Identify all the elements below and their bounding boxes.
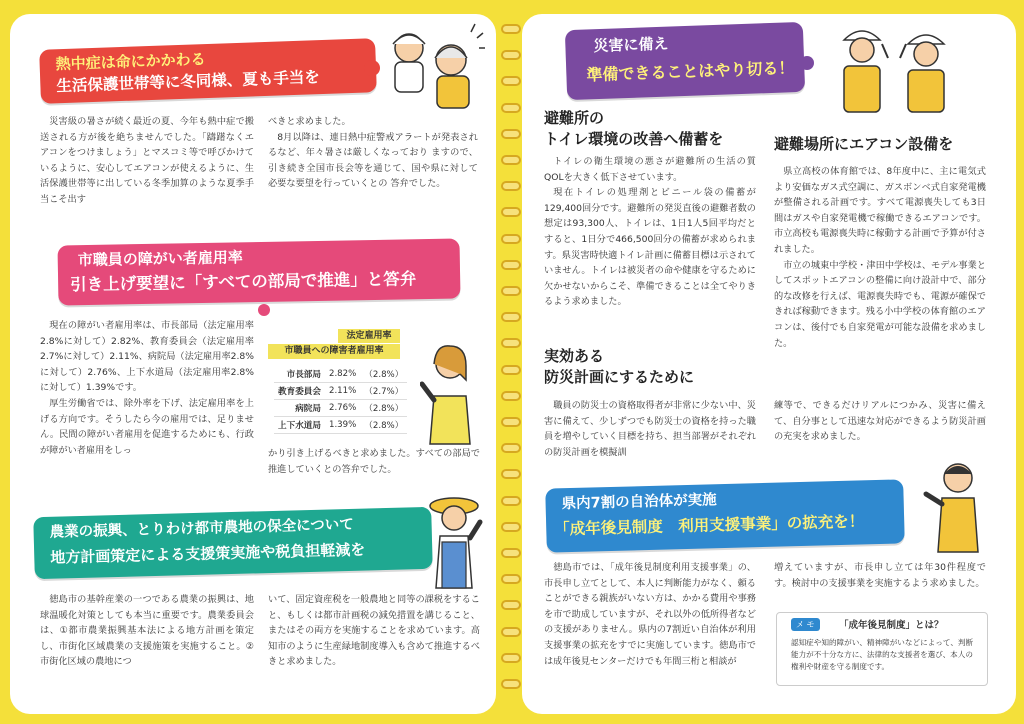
binding-ring xyxy=(501,548,521,558)
toilet-body: トイレの衛生環境の悪さが避難所の生活の質QOLを大きく低下させています。 現在トイレの処理剤とビニール袋の備蓄が129,400回分です。避難所の発災直後の避難者数の想定は93,300人、トイレは、1日1人5回平均だとすると、1日分で466,500回分の備蓄が求められます。県災害時快適トイレ計画に備蓄目標は示されていません。トイレは被災者の命や健康を守るために欠かせないからこそ、準備できることは全てやりきるよう求めました。 xyxy=(544,156,756,308)
table-row xyxy=(274,417,407,434)
employment-table-title: 市職員への障害者雇用率 xyxy=(268,344,400,359)
rate-cell: 2.82% xyxy=(325,366,360,383)
employment-body-col1: 現在の障がい者雇用率は、市長部局（法定雇用率2.8%に対して）2.82%、教育委員会（法定雇用率2.7%に対して）2.11%、病院局（法定雇用率2.8%に対して）2.76%、上下水道局（法定雇用率2.8%に対して）1.39%です。 厚生労働省では、除外率を下げ、法定雇用率を上げる方向です。そうしたら今の雇用では、足りません。民間の障がい者雇用を促進するためにも、行政が障がい者雇用をしっ xyxy=(40,320,254,456)
binding-ring xyxy=(501,103,521,113)
memo-tag: メ モ xyxy=(791,618,820,631)
farmer-illustration xyxy=(424,492,484,592)
legal-rate-cell: （2.8%） xyxy=(360,417,407,434)
binding-ring xyxy=(501,679,521,689)
dept-cell: 病院局 xyxy=(274,400,325,417)
binding-ring xyxy=(501,574,521,584)
decor-dot xyxy=(800,56,814,70)
binding-ring xyxy=(501,286,521,296)
decor-dot xyxy=(258,304,270,316)
binding-ring xyxy=(501,234,521,244)
guardianship-heading: 県内7割の自治体が実施 「成年後見制度 利用支援事業」の拡充を！ xyxy=(545,479,905,552)
dept-cell: 教育委員会 xyxy=(274,383,325,400)
binding-ring xyxy=(501,600,521,610)
table-row xyxy=(274,383,407,400)
heat-body-col2: べきと求めました。 8月以降は、連日熱中症警戒アラートが発表されるなど、年々暑さは厳しくなっており ますので、引き続き全国市長会等を通じて、国や県に対して必要な要望を行っていくとの 答弁でした。 xyxy=(268,116,478,190)
workers-illustration xyxy=(830,18,960,116)
binding-ring xyxy=(501,469,521,479)
staff-woman-illustration xyxy=(420,340,482,452)
rate-cell: 2.76% xyxy=(325,400,360,417)
guardianship-body-col2: 増えていますが、市長申し立ては年30件程度です。検討中の支援事業を実施するよう求めました。 xyxy=(774,562,986,589)
dept-cell: 上下水道局 xyxy=(274,417,325,434)
memo-title: 「成年後見制度」とは？ xyxy=(839,620,944,631)
binding-ring xyxy=(501,443,521,453)
binding-ring xyxy=(501,181,521,191)
employment-heading: 市職員の障がい者雇用率 引き上げ要望に「すべての部局で推進」と答弁 xyxy=(58,238,461,305)
binding-ring xyxy=(501,260,521,270)
binding-ring xyxy=(501,338,521,348)
agriculture-body-col1: 徳島市の基幹産業の一つである農業の振興は、地球温暖化対策としても本当に重要です。農業委員会は、①都市農業振興基本法による地方計画を策定し、市街化区域農業の支援施策を実施すること。②市街化区域の農地につ xyxy=(40,594,254,668)
binding-ring xyxy=(501,50,521,60)
binding-ring xyxy=(501,312,521,322)
aircon-section-title: 避難場所にエアコン設備を xyxy=(774,135,954,153)
binding-ring xyxy=(501,24,521,34)
rate-cell: 2.11% xyxy=(325,383,360,400)
agriculture-body-col2: いて、固定資産税を一般農地と同等の課税をすること、もしくは都市計画税の減免措置を講じること、またはその両方を実施することを求めています。高知市のように生産緑地制度導入も含めて推進するべきと求めました。 xyxy=(268,594,480,668)
plan-body-continued: 練等で、できるだけリアルにつかみ、災害に備えて、自分事として迅速な対応ができるよう防災計画の充実を求めました。 xyxy=(774,400,986,443)
binding-ring xyxy=(501,129,521,139)
heat-body-col1: 災害級の暑さが続く最近の夏、今年も熱中症で搬送される方が後を絶ちませんでした。「躊躇なくエアコンをつけましょう」とマスコミ等で呼びかけているように、安心してエアコンが使えるように、生活保護世帯等に出している冬季加算のような夏季手当こそ出す xyxy=(40,116,254,205)
binding-ring xyxy=(501,207,521,217)
toilet-section-title: 避難所の トイレ環境の改善へ備蓄を xyxy=(544,109,724,148)
dept-cell: 市長部局 xyxy=(274,366,325,383)
rate-cell: 1.39% xyxy=(325,417,360,434)
binding-ring xyxy=(501,417,521,427)
binding-ring xyxy=(501,365,521,375)
table-row xyxy=(274,400,407,417)
heat-illustration xyxy=(385,18,485,114)
binding-ring xyxy=(501,653,521,663)
memo-body: 認知症や知的障がい、精神障がいなどによって、判断能力が不十分な方に、法律的な支援者を選び、本人の権利や財産を守る制度です。 xyxy=(791,638,974,671)
binding-ring xyxy=(501,391,521,401)
table-row xyxy=(274,366,407,383)
staff-man-illustration xyxy=(922,456,988,554)
heat-heading: 熱中症は命にかかわる 生活保護世帯等に冬同様、夏も手当を xyxy=(39,38,377,104)
legal-rate-cell: （2.8%） xyxy=(360,366,407,383)
plan-body: 職員の防災士の資格取得者が非常に少ない中、災害に備えて、少しずつでも防災士の資格を持った職員を増やしていく目標を持ち、担当部署がそれぞれの防災計画を模擬訓 xyxy=(544,400,756,458)
disaster-heading: 災害に備え 準備できることはやり切る！ xyxy=(565,22,805,100)
binding-ring xyxy=(501,496,521,506)
legal-rate-cell: （2.8%） xyxy=(360,400,407,417)
employment-rate-table xyxy=(274,366,407,434)
binding-ring xyxy=(501,522,521,532)
legal-rate-cell: （2.7%） xyxy=(360,383,407,400)
aircon-body: 県立高校の体育館では、8年度中に、主に電気式より安価なガス式空調に、ガスボンベ式自家発電機が整備される計画です。すべて電源喪失しても3日間はガスや自家発電機で稼働できるエアコンです。市立高校も電源喪失時に稼動する計画で予算が付されました。 市立の城東中学校・津田中学校は、モデル事業としてスポットエアコンの整備に向け設計中で、部分的な改修を行えば、電源喪失時でも、電源が確保できれば稼動できます。残る小中学校の体育館のエアコンは、後付でも自家発電が可能な設備を求めました。 xyxy=(774,166,986,349)
binding-ring xyxy=(501,76,521,86)
agriculture-heading: 農業の振興、とりわけ都市農地の保全について 地方計画策定による支援策実施や税負担軽減を xyxy=(33,507,432,579)
binding-ring xyxy=(501,627,521,637)
binding-ring xyxy=(501,155,521,165)
guardianship-body-col1: 徳島市では、「成年後見制度利用支援事業」の、市長申し立てとして、本人に判断能力がなく、頼ることができる親族がいない方は、かかる費用や事務を市で助成していますが、それ以外の低所得者などの支援がありません。県内の7割近い自治体が利用支援事業の拡充をすでに実施しています。徳島市では成年後見センターだけでも年間三桁と相談が xyxy=(544,562,756,667)
plan-section-title: 実効ある 防災計画にするために xyxy=(544,347,695,386)
memo-box xyxy=(776,612,988,686)
decor-dot xyxy=(364,60,380,76)
legal-rate-label: 法定雇用率 xyxy=(338,329,400,343)
employment-body-col2: かり引き上げるべきと求めました。すべての部局で推進していくとの答弁でした。 xyxy=(268,448,480,475)
